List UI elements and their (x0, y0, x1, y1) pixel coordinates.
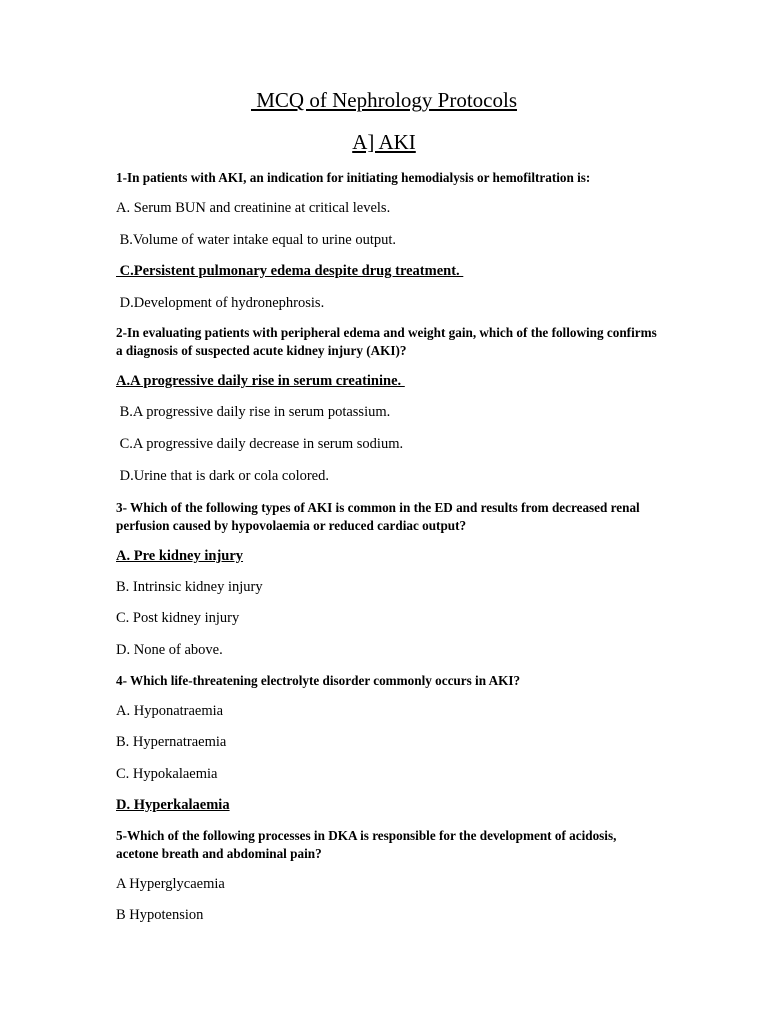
answer-option: A. Hyponatraemia (116, 703, 224, 719)
document-title: MCQ of Nephrology Protocols (251, 88, 517, 112)
answer-option: B. Hypernatraemia (116, 734, 227, 750)
answer-option: C.A progressive daily decrease in serum sodium. (116, 436, 404, 452)
answer-option: A Hyperglycaemia (116, 876, 225, 892)
answer-option: C. Post kidney injury (116, 610, 240, 626)
answer-option: D.Development of hydronephrosis. (116, 295, 325, 311)
section-heading: A] AKI (352, 130, 416, 154)
answer-option: C. Hypokalaemia (116, 766, 218, 782)
correct-answer-option: D. Hyperkalaemia (116, 797, 230, 813)
answer-option: D. None of above. (116, 642, 223, 658)
answer-option: B.Volume of water intake equal to urine output. (116, 232, 397, 248)
correct-answer-option: A.A progressive daily rise in serum creatinine. (116, 373, 405, 389)
question-text: 3- Which of the following types of AKI is common in the ED and results from decreased renal perfusion caused by hypovolaemia or reduced cardiac output? (116, 500, 640, 533)
correct-answer-option: A. Pre kidney injury (116, 548, 244, 564)
answer-option: B.A progressive daily rise in serum potassium. (116, 404, 391, 420)
question-text: 2-In evaluating patients with peripheral edema and weight gain, which of the following confirms a diagnosis of suspected acute kidney injury (AKI)? (116, 325, 657, 358)
question-text: 1-In patients with AKI, an indication for initiating hemodialysis or hemofiltration is: (116, 170, 591, 185)
answer-option: A. Serum BUN and creatinine at critical levels. (116, 200, 391, 216)
correct-answer-option: C.Persistent pulmonary edema despite drug treatment. (116, 263, 464, 279)
question-text: 4- Which life-threatening electrolyte disorder commonly occurs in AKI? (116, 673, 521, 688)
question-text: 5-Which of the following processes in DKA is responsible for the development of acidosis, acetone breath and abdominal pain? (116, 828, 617, 861)
answer-option: B Hypotension (116, 907, 204, 923)
answer-option: B. Intrinsic kidney injury (116, 579, 263, 595)
answer-option: D.Urine that is dark or cola colored. (116, 468, 329, 484)
